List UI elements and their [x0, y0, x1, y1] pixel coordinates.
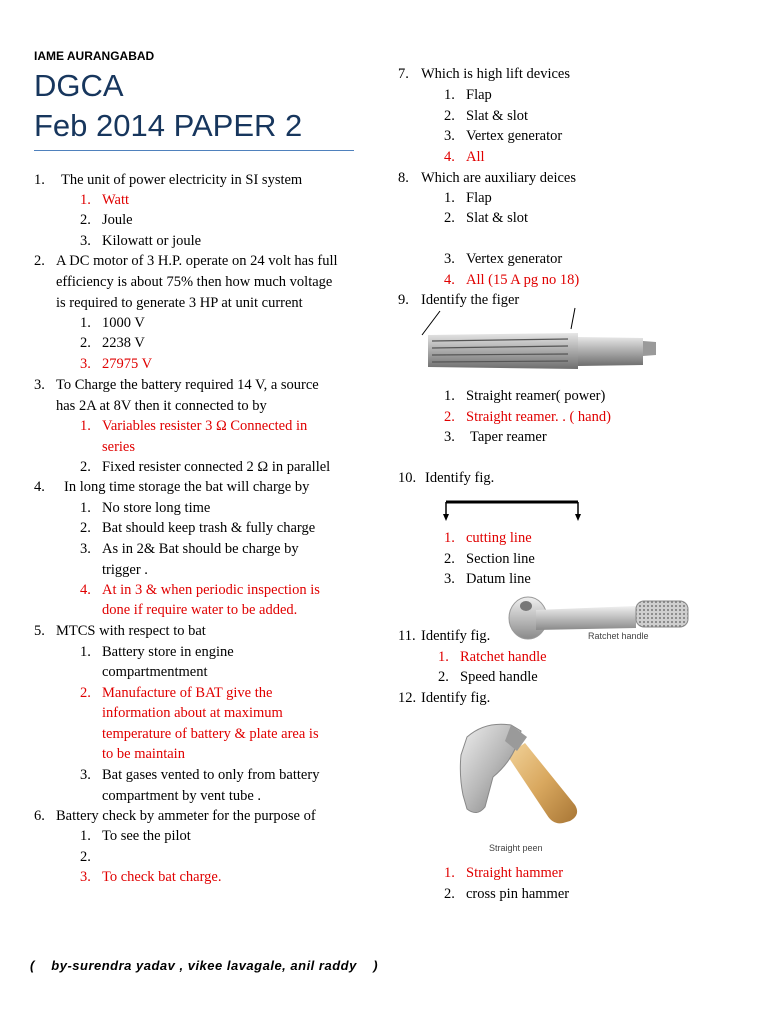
option: To see the pilot	[102, 828, 191, 844]
option: Speed handle	[460, 669, 538, 685]
answer-option: All (15 A pg no 18)	[466, 272, 580, 288]
question-text: A DC motor of 3 H.P. operate on 24 volt has full	[56, 253, 338, 269]
option: No store long time	[102, 500, 211, 516]
option: Straight reamer( power)	[466, 388, 606, 404]
option: Fixed resister connected 2 Ω in parallel	[102, 459, 331, 475]
option: Vertex generator	[466, 128, 563, 144]
pointer-line	[422, 311, 440, 335]
question-text: MTCS with respect to bat	[56, 623, 206, 639]
option: Flap	[466, 190, 492, 206]
page-subtitle: Feb 2014 PAPER 2	[34, 108, 303, 143]
answer-option: Straight reamer. . ( hand)	[466, 409, 611, 425]
institute-name: IAME AURANGABAD	[34, 49, 155, 63]
question-text: In long time storage the bat will charge by	[64, 479, 310, 495]
answer-option: At in 3 & when periodic inspection is	[102, 582, 320, 598]
hammer-figure	[455, 715, 595, 855]
option: 2238 V	[102, 335, 145, 351]
answer-option: Manufacture of BAT give the	[102, 685, 273, 701]
answer-option: Ratchet handle	[460, 649, 547, 665]
option: Vertex generator	[466, 251, 563, 267]
option: Battery store in engine	[102, 644, 234, 660]
option: Bat should keep trash & fully charge	[102, 520, 316, 536]
cutting-line-figure	[440, 494, 590, 528]
title-divider	[34, 150, 354, 151]
answer-option: 27975 V	[102, 356, 153, 372]
question-text: Identify fig.	[421, 628, 491, 644]
question-text: Battery check by ammeter for the purpose of	[56, 808, 316, 824]
answer-option: To check bat charge.	[102, 869, 222, 885]
question-text: Identify fig.	[425, 470, 495, 486]
pointer-arrow	[571, 308, 575, 329]
question-text: Identify the figer	[421, 292, 520, 308]
option: Flap	[466, 87, 492, 103]
ratchet-handle-figure	[506, 592, 696, 644]
figure-caption: Ratchet handle	[588, 631, 649, 641]
option: Section line	[466, 551, 535, 567]
answer-option: Watt	[102, 192, 130, 208]
page-title: DGCA	[34, 68, 124, 103]
question-text: To Charge the battery required 14 V, a source	[56, 377, 319, 393]
answer-option: Straight hammer	[466, 865, 564, 881]
answer-option: cutting line	[466, 530, 532, 546]
question-text: Identify fig.	[421, 690, 491, 706]
question-text: The unit of power electricity in SI system	[61, 172, 303, 188]
option: 1000 V	[102, 315, 145, 331]
option: As in 2& Bat should be charge by	[102, 541, 299, 557]
option: Joule	[102, 212, 133, 228]
question-text: Which are auxiliary deices	[421, 170, 576, 186]
option: Kilowatt or joule	[102, 233, 202, 249]
option: Datum line	[466, 571, 531, 587]
question-text: Which is high lift devices	[421, 66, 570, 82]
answer-option: All	[466, 149, 485, 165]
authors-footer: ( by-surendra yadav , vikee lavagale, anil raddy )	[30, 958, 379, 973]
option: Slat & slot	[466, 210, 529, 226]
figure-caption: Straight peen	[489, 843, 543, 853]
option: Taper reamer	[470, 429, 547, 445]
answer-option: Variables resister 3 Ω Connected in	[102, 418, 308, 434]
reamer-figure	[418, 305, 663, 375]
option: Bat gases vented to only from battery	[102, 767, 320, 783]
option: cross pin hammer	[466, 886, 570, 902]
option: Slat & slot	[466, 108, 529, 124]
